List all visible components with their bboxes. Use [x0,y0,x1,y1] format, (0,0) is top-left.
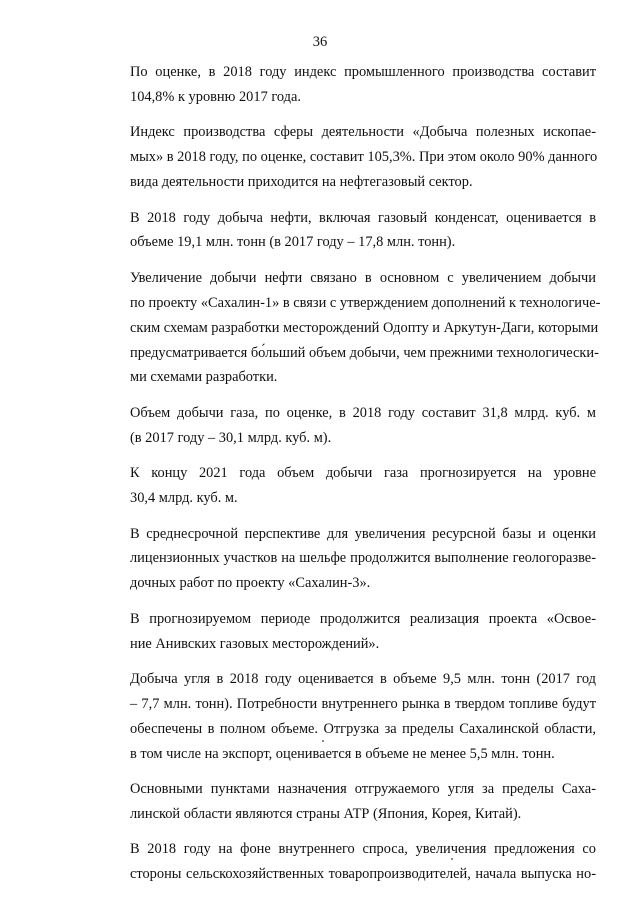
text-line: вида деятельности приходится на нефтегазовый сектор. [130,174,473,191]
text-line: ским схемам разработки месторождений Одопту и Аркутун-Даги, которыми [130,319,599,336]
text-line: в том числе на экспорт, оценивается в объеме не менее 5,5 млн. тонн. [130,745,555,762]
text-line: ние Анивских газовых месторождений». [130,635,380,652]
text-line: В прогнозируемом периоде продолжится реализация проекта «Освое- [130,610,596,627]
text-line: по проекту «Сахалин-1» в связи с утверждением дополнений к технологиче- [130,294,601,311]
paragraph [92,837,596,887]
paragraph [92,461,596,511]
text-line: дочных работ по проекту «Сахалин-3». [130,575,371,592]
paragraph [92,667,596,767]
text-line: К концу 2021 года объем добычи газа прогнозируется на уровне [130,465,596,482]
text-line: стороны сельскохозяйственных товаропроизводителей, начала выпуска но- [130,866,596,883]
paragraph [92,522,596,597]
scan-speck [451,858,453,860]
text-line: По оценке, в 2018 году индекс промышленного производства составит [130,64,596,80]
paragraph [92,777,596,827]
text-line: 30,4 млрд. куб. м. [130,490,238,507]
text-line: Индекс производства сферы деятельности «Добыча полезных ископае- [130,124,596,141]
text-line: Добыча угля в 2018 году оценивается в объеме 9,5 млн. тонн (2017 год [130,671,596,688]
paragraph [92,401,596,451]
paragraph [92,60,596,110]
text-line: Основными пунктами назначения отгружаемого угля за пределы Саха- [130,781,596,798]
text-line: мых» в 2018 году, по оценке, составит 105,3%. При этом около 90% данного [130,149,598,166]
text-line: предусматривается бо́льший объем добычи, чем прежними технологически- [130,344,599,361]
paragraph [92,266,601,391]
text-line: объеме 19,1 млн. тонн (в 2017 году – 17,8 млн. тонн). [130,234,456,251]
text-line: В 2018 году на фоне внутреннего спроса, увеличения предложения со [130,841,596,858]
paragraph [92,607,596,657]
paragraph [92,120,596,195]
text-line: 104,8% к уровню 2017 года. [130,88,301,105]
text-line: – 7,7 млн. тонн). Потребности внутреннего рынка в твердом топливе будут [130,695,596,712]
text-line: В среднесрочной перспективе для увеличения ресурсной базы и оценки [130,525,596,542]
text-line: В 2018 году добыча нефти, включая газовый конденсат, оценивается в [130,209,596,226]
text-line: ми схемами разработки. [130,369,278,386]
text-line: линской области являются страны АТР (Япония, Корея, Китай). [130,806,522,823]
text-line: Объем добычи газа, по оценке, в 2018 году составит 31,8 млрд. куб. м [130,404,596,421]
text-line: обеспечены в полном объеме. Отгрузка за пределы Сахалинской области, [130,720,596,737]
text-line: Увеличение добычи нефти связано в основном с увеличением добычи [130,269,596,286]
body-text [92,60,601,898]
paragraph [92,206,596,256]
text-line: (в 2017 году – 30,1 млрд. куб. м). [130,429,332,446]
page-number: 36 [312,34,328,50]
scan-speck [322,740,324,742]
text-line: лицензионных участков на шельфе продолжится выполнение геологоразве- [130,550,596,567]
